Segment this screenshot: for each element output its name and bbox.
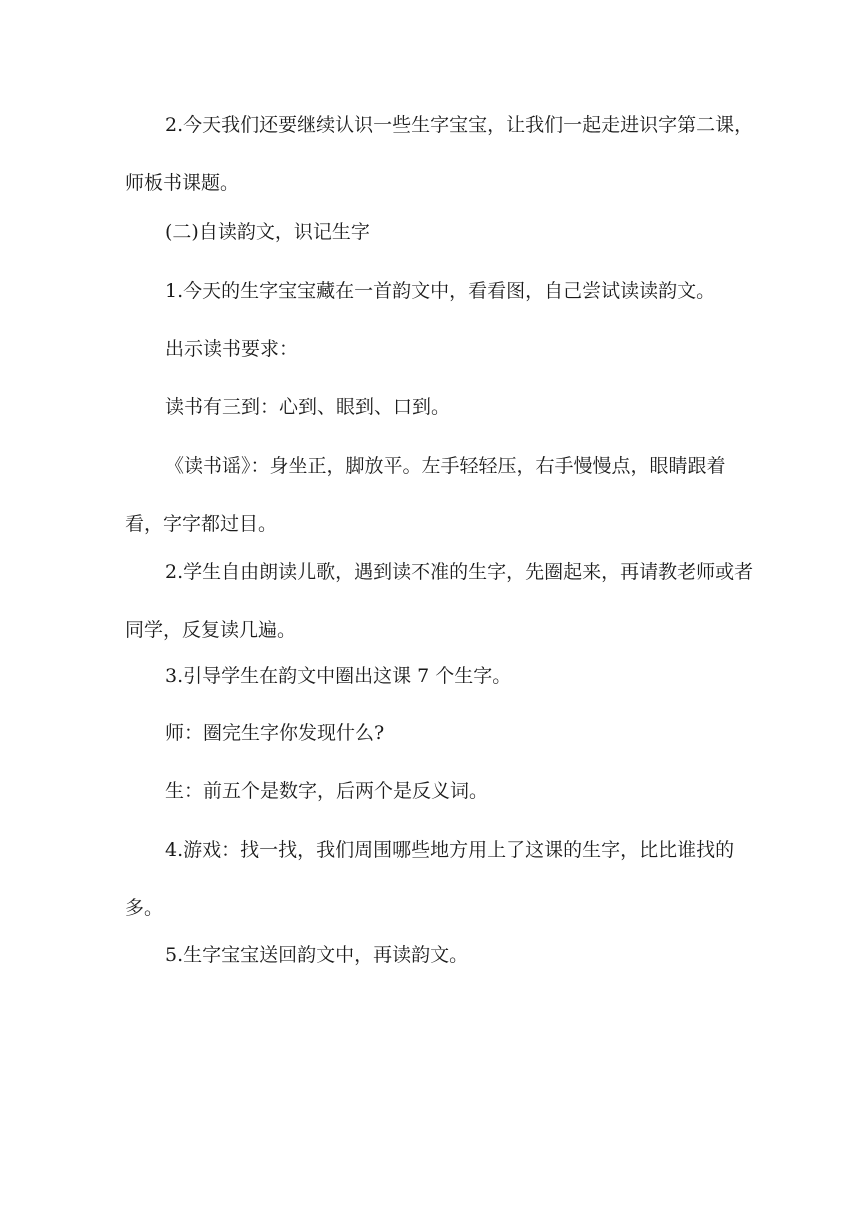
paragraph-step-1: 1.今天的生字宝宝藏在一首韵文中，看看图，自己尝试读读韵文。 — [165, 280, 716, 302]
paragraph-student-answer: 生：前五个是数字，后两个是反义词。 — [165, 780, 489, 802]
paragraph-step-5: 5.生字宝宝送回韵文中，再读韵文。 — [165, 944, 469, 966]
paragraph-reading-rhyme: 《读书谣》：身坐正，脚放平。左手轻轻压，右手慢慢点，眼睛跟着看，字字都过目。 — [125, 455, 726, 535]
paragraph-intro-lesson: 2.今天我们还要继续认识一些生字宝宝，让我们一起走进识字第二课，师板书课题。 — [125, 114, 754, 194]
section-heading-self-reading: (二)自读韵文，识记生字 — [165, 221, 370, 243]
paragraph-reading-requirements: 出示读书要求： — [165, 338, 299, 360]
paragraph-three-arrivals: 读书有三到：心到、眼到、口到。 — [165, 396, 451, 418]
paragraph-teacher-question: 师：圈完生字你发现什么? — [165, 722, 385, 744]
paragraph-step-4-game: 4.游戏：找一找，我们周围哪些地方用上了这课的生字，比比谁找的多。 — [125, 839, 735, 919]
paragraph-step-2: 2.学生自由朗读儿歌，遇到读不准的生字，先圈起来，再请教老师或者同学，反复读几遍。 — [125, 561, 754, 641]
paragraph-step-3: 3.引导学生在韵文中圈出这课 7 个生字。 — [165, 665, 512, 687]
